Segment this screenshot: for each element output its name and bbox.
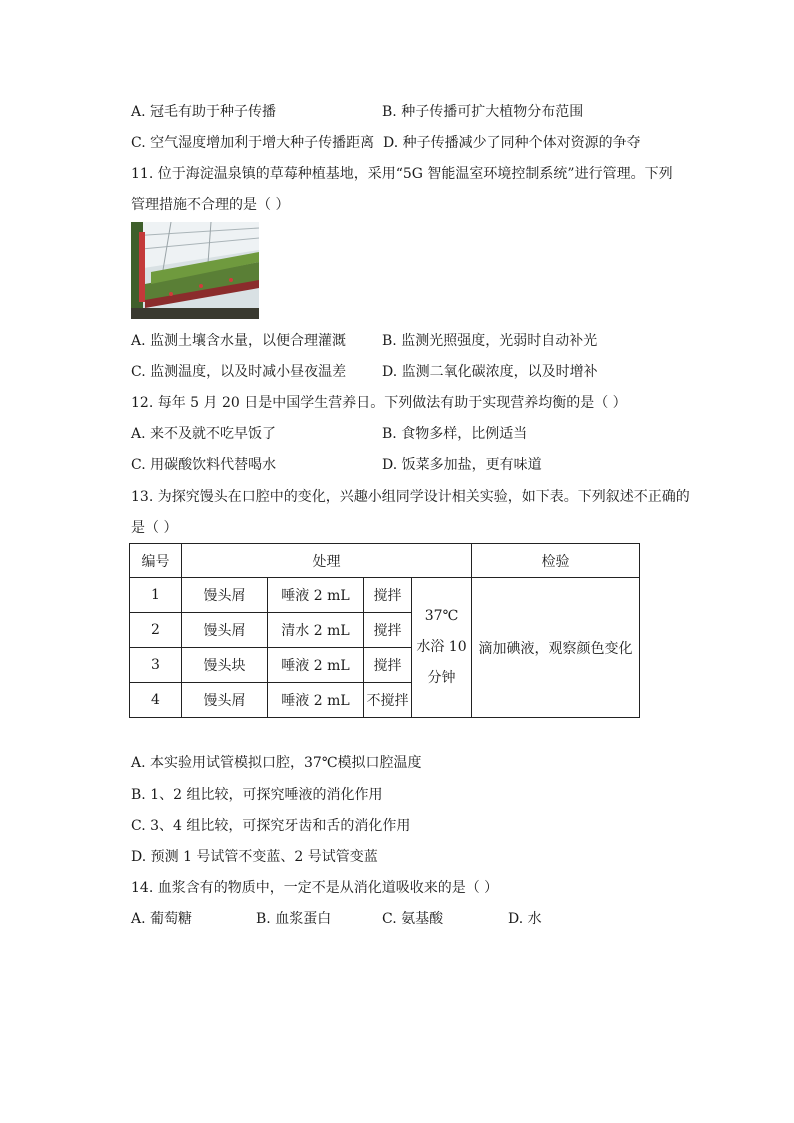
cell-material: 馒头屑 [182, 683, 268, 718]
q10-option-b: B. 种子传播可扩大植物分布范围 [382, 104, 584, 120]
cell-material: 馒头屑 [182, 578, 268, 613]
cell-number: 1 [130, 578, 182, 613]
q14-option-c: C. 氨基酸 [382, 911, 444, 927]
condition-line-1: 37℃ [424, 608, 459, 624]
q13-option-a: A. 本实验用试管模拟口腔，37℃模拟口腔温度 [131, 755, 422, 771]
cell-condition [412, 578, 472, 718]
header-number: 编号 [130, 544, 182, 578]
cell-number: 3 [130, 648, 182, 683]
q13-option-b: B. 1、2 组比较，可探究唾液的消化作用 [131, 787, 383, 803]
q11-option-c: C. 监测温度，以及时减小昼夜温差 [131, 364, 347, 380]
cell-stir: 不搅拌 [364, 683, 412, 718]
q11-option-d: D. 监测二氧化碳浓度，以及时增补 [382, 364, 598, 380]
header-check: 检验 [472, 544, 640, 578]
cell-stir: 搅拌 [364, 648, 412, 683]
q12-stem: 12. 每年 5 月 20 日是中国学生营养日。下列做法有助于实现营养均衡的是（ ） [131, 395, 627, 411]
cell-liquid: 清水 2 mL [268, 613, 364, 648]
q14-option-a: A. 葡萄糖 [131, 911, 193, 927]
cell-check-method: 滴加碘液，观察颜色变化 [472, 578, 640, 718]
q14-option-d: D. 水 [508, 911, 542, 927]
q13-stem-line1: 13. 为探究馒头在口腔中的变化，兴趣小组同学设计相关实验，如下表。下列叙述不正确的 [131, 489, 690, 505]
q10-option-c: C. 空气湿度增加利于增大种子传播距离 [131, 135, 375, 151]
cell-material: 馒头块 [182, 648, 268, 683]
q11-stem-line1: 11. 位于海淀温泉镇的草莓种植基地，采用“5G 智能温室环境控制系统”进行管理。下列 [131, 166, 673, 182]
q11-option-b: B. 监测光照强度，光弱时自动补光 [382, 333, 598, 349]
table-header-row [130, 544, 640, 578]
condition-line-3: 分钟 [427, 670, 456, 686]
cell-number: 4 [130, 683, 182, 718]
greenhouse-illustration [131, 222, 259, 319]
experiment-table [129, 543, 640, 718]
header-treatment: 处理 [182, 544, 472, 578]
condition-line-2: 水浴 10 [416, 639, 467, 655]
q13-option-c: C. 3、4 组比较，可探究牙齿和舌的消化作用 [131, 818, 411, 834]
cell-stir: 搅拌 [364, 578, 412, 613]
cell-liquid: 唾液 2 mL [268, 683, 364, 718]
q13-option-d: D. 预测 1 号试管不变蓝、2 号试管变蓝 [131, 849, 378, 865]
q12-option-b: B. 食物多样，比例适当 [382, 426, 528, 442]
q12-option-a: A. 来不及就不吃早饭了 [131, 426, 277, 442]
q10-option-d: D. 种子传播减少了同种个体对资源的争夺 [383, 135, 641, 151]
q12-option-c: C. 用碳酸饮料代替喝水 [131, 457, 277, 473]
q11-option-a: A. 监测土壤含水量，以便合理灌溉 [131, 333, 347, 349]
q14-option-b: B. 血浆蛋白 [256, 911, 332, 927]
cell-stir: 搅拌 [364, 613, 412, 648]
q13-stem-line2: 是（ ） [131, 520, 178, 536]
table-row [130, 578, 640, 613]
greenhouse-photo [131, 222, 259, 319]
cell-number: 2 [130, 613, 182, 648]
q14-stem: 14. 血浆含有的物质中，一定不是从消化道吸收来的是（ ） [131, 880, 499, 896]
cell-material: 馒头屑 [182, 613, 268, 648]
cell-liquid: 唾液 2 mL [268, 578, 364, 613]
cell-liquid: 唾液 2 mL [268, 648, 364, 683]
q12-option-d: D. 饭菜多加盐，更有味道 [382, 457, 542, 473]
q11-stem-line2: 管理措施不合理的是（ ） [131, 197, 290, 213]
q10-option-a: A. 冠毛有助于种子传播 [131, 104, 277, 120]
